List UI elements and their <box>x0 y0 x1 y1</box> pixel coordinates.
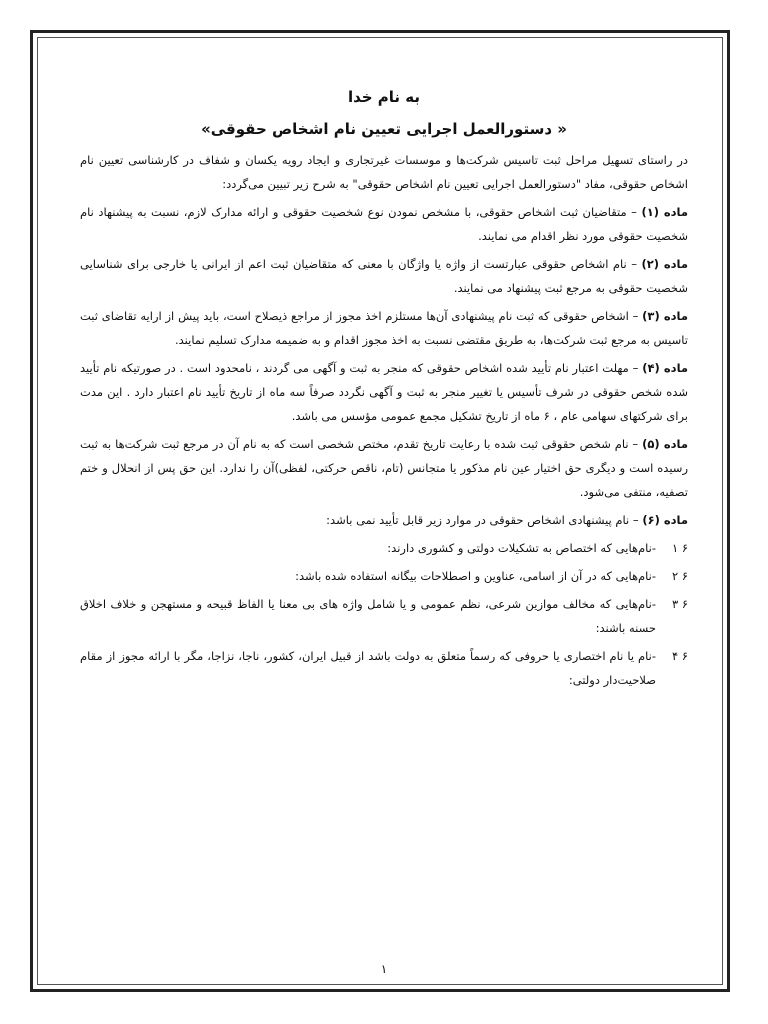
page-number: ۱ <box>380 962 388 976</box>
list-item-6-4 <box>80 644 688 692</box>
article-text: – نام اشخاص حقوقی عبارتست از واژه یا واژگان با معنی که متقاضیان ثبت اعم از ایرانی یا خارجی برای شناسایی شخصیت حقوقی به مرجع ثبت پیشنهاد می نمایند. <box>80 257 688 295</box>
article-label: ماده (۵) <box>642 437 688 451</box>
intro-paragraph: در راستای تسهیل مراحل ثبت تاسیس شرکت‌ها و موسسات غیرتجاری و ایجاد رویه یکسان و شفاف در کارشناسی تعیین نام اشخاص حقوقی، مفاد "دستورالعمل اجرایی تعیین نام اشخاص حقوقی" به شرح زیر تبیین می‌گردد: <box>80 153 688 191</box>
item-text: -نام‌هایی که در آن از اسامی، عناوین و اصطلاحات بیگانه استفاده شده باشد: <box>295 569 656 583</box>
article-3 <box>80 304 688 352</box>
article-text: – نام شخص حقوقی ثبت شده با رعایت تاریخ تقدم، مختص شخصی است که به نام آن در مرجع ثبت شرکت‌ها به ثبت رسیده است و دیگری حق اختیار عین نام مذکور یا متجانس (تام، ناقص حرکتی، لفظی)آن را ندارد. این حق پس از انحلال و ختم تصفیه، منتفی می‌شود. <box>80 437 688 499</box>
list-item-6-2 <box>80 564 688 588</box>
article-1 <box>80 200 688 248</box>
article-5 <box>80 432 688 504</box>
article-4 <box>80 356 688 428</box>
item-text: -نام‌هایی که اختصاص به تشکیلات دولتی و کشوری دارند: <box>387 541 656 555</box>
list-item-6-3 <box>80 592 688 640</box>
article-label: ماده (۶) <box>642 513 688 527</box>
article-2 <box>80 252 688 300</box>
article-text: – نام پیشنهادی اشخاص حقوقی در موارد زیر قابل تأیید نمی باشد: <box>326 513 643 527</box>
article-text: – مهلت اعتبار نام تأیید شده اشخاص حقوقی که منجر به ثبت و آگهی می گردند ، نامحدود است . در صورتیکه نام تأیید شده شخص حقوقی در شرف تأسیس یا تغییر منجر به ثبت و آگهی نگردد صرفاً سه ماه از تاریخ تأیید نام اعتبار دارد . این مدت برای شرکتهای سهامی عام ، ۶ ماه از تاریخ تشکیل مجمع عمومی مؤسس می باشد. <box>80 361 688 423</box>
article-text: – اشخاص حقوقی که ثبت نام پیشنهادی آن‌ها مستلزم اخذ مجوز از مراجع ذیصلاح است، باید پیش از ارایه تقاضای ثبت تاسیس به مرجع ثبت شرکت‌ها، به طریق مقتضی نسبت به اخذ مجوز اقدام و به ضمیمه مدارک تسلیم نمایند. <box>80 309 688 347</box>
article-label: ماده (۴) <box>642 361 689 375</box>
document-title: به نام خدا <box>347 88 421 106</box>
item-number: ۶ ۳ <box>671 597 688 611</box>
item-number: ۶ ۱ <box>671 541 688 555</box>
item-number: ۶ ۴ <box>671 649 688 663</box>
list-item-6-1 <box>80 536 688 560</box>
document-subtitle: « دستورالعمل اجرایی تعیین نام اشخاص حقوقی» <box>201 120 567 138</box>
article-label: ماده (۲) <box>641 257 688 271</box>
article-label: ماده (۱) <box>641 205 688 219</box>
article-6 <box>80 508 688 532</box>
item-number: ۶ ۲ <box>671 569 688 583</box>
item-text: -نام یا نام اختصاری یا حروفی که رسماً متعلق به دولت باشد از قبیل ایران، کشور، ناجا، نزاجا، مگر با ارائه مجوز از مقام صلاحیت‌دار دولتی: <box>80 649 656 687</box>
article-text: – متقاضیان ثبت اشخاص حقوقی، با مشخص نمودن نوع شخصیت حقوقی و ارائه مدارک لازم، نسبت به پیشنهاد نام شخصیت حقوقی مورد نظر اقدام می نمایند. <box>80 205 688 243</box>
document-body <box>80 88 688 696</box>
item-text: -نام‌هایی که مخالف موازین شرعی، نظم عمومی و یا شامل واژه های بی معنا یا الفاظ قبیحه و مستهجن و خلاف اخلاق حسنه باشند: <box>80 597 656 635</box>
article-label: ماده (۳) <box>642 309 688 323</box>
